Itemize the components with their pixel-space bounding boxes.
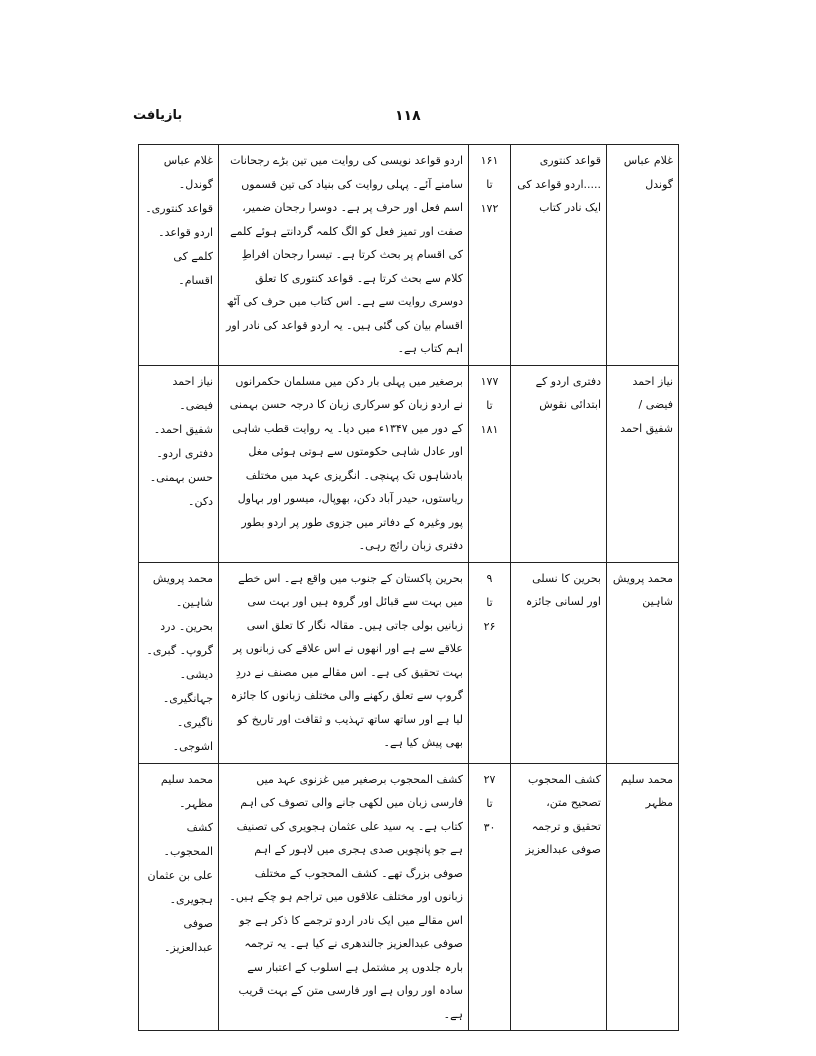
page-to: تا xyxy=(486,595,493,609)
keyword: کشف المحجوب۔ xyxy=(163,820,213,858)
page-end: ۳۰ xyxy=(483,820,496,834)
table-row xyxy=(139,145,679,366)
page-end: ۱۷۲ xyxy=(480,202,499,215)
page-start: ۲۷ xyxy=(483,772,496,786)
title-cell: قواعد کنتوری .....اردو قواعد کی ایک نادر کتاب xyxy=(511,145,607,366)
table-row xyxy=(139,562,679,763)
keyword: صوفی عبدالعزیز۔ xyxy=(163,916,213,954)
table-row xyxy=(139,763,679,1031)
author-cell: محمد سلیم مظہر xyxy=(607,763,679,1031)
table-row xyxy=(139,365,679,562)
pages-cell xyxy=(469,562,511,763)
keyword: شفیق احمد۔ xyxy=(153,422,213,436)
keyword: کلمے کی اقسام۔ xyxy=(173,250,213,287)
keyword: اردو قواعد۔ xyxy=(158,226,213,239)
title-cell: دفتری اردو کے ابتدائی نقوش xyxy=(511,365,607,562)
page-start: ۱۶۱ xyxy=(480,154,499,167)
author-cell: نیاز احمد فیضی / شفیق احمد xyxy=(607,365,679,562)
pages-cell xyxy=(469,365,511,562)
page-start: ۹ xyxy=(486,571,493,585)
page-end: ۲۶ xyxy=(483,619,496,633)
keyword: گروپ۔ گبری۔ xyxy=(146,643,213,657)
keyword: ناگیری۔ اشوجی۔ xyxy=(172,715,213,753)
page-start: ۱۷۷ xyxy=(480,374,499,388)
journal-name: بازیافت xyxy=(133,108,183,123)
article-index-table xyxy=(138,144,679,1031)
pages-cell xyxy=(469,145,511,366)
summary-cell: کشف المحجوب برصغیر میں غزنوی عہد میں فارسی زبان میں لکھی جانے والی تصوف کی اہم کتاب ہے۔ یہ سید علی عثمان ہجویری کی تصنیف ہے جو پانچویں صدی ہجری میں لاہور کے اہم صوفی بزرگ تھے۔ کشف المحجوب کے مختلف زبانوں اور مختلف علاقوں میں تراجم ہو چکے ہیں۔ اس مقالے میں ایک نادر اردو ترجمے کا ذکر ہے جو صوفی عبدالعزیز جالندھری نے کیا ہے۔ یہ ترجمہ بارہ جلدوں پر مشتمل ہے اسلوب کے اعتبار سے سادہ اور رواں ہے اور فارسی متن کے بہت قریب ہے۔ xyxy=(219,763,469,1031)
keyword: دفتری اردو۔ xyxy=(156,446,213,460)
title-cell: کشف المحجوب تصحیح متن، تحقیق و ترجمہ صوفی عبدالعزیز xyxy=(511,763,607,1031)
keywords-cell xyxy=(139,145,219,366)
keyword: دکن۔ xyxy=(188,494,213,508)
page-number: ۱۱۸ xyxy=(395,108,421,124)
keyword: حسن بہمنی۔ xyxy=(149,470,213,484)
keyword: قواعد کنتوری۔ xyxy=(145,202,213,215)
keyword: بحرین۔ درد xyxy=(160,619,213,633)
keyword: علی بن عثمان ہجویری۔ xyxy=(147,868,213,906)
keyword: دیشی۔ جہانگیری۔ xyxy=(162,667,213,705)
page-to: تا xyxy=(486,796,493,810)
summary-cell: بحرین پاکستان کے جنوب میں واقع ہے۔ اس خطے میں بہت سے قبائل اور گروہ ہیں اور بہت سی زبانیں بولی جاتی ہیں۔ مقالہ نگار کا تعلق اسی علاقے سے ہے اور انھوں نے اس علاقے کی زبانوں پر بہت تحقیق کی ہے۔ اس مقالے میں مصنف نے دردِ گروپ سے تعلق رکھنے والی مختلف زبانوں کا جائزہ لیا ہے اور ساتھ ساتھ تہذیب و ثقافت اور تاریخ کو بھی پیش کیا ہے۔ xyxy=(219,562,469,763)
author-cell: محمد پرویش شاہین xyxy=(607,562,679,763)
title-cell: بحرین کا نسلی اور لسانی جائزہ xyxy=(511,562,607,763)
keywords-cell xyxy=(139,763,219,1031)
page-end: ۱۸۱ xyxy=(480,422,499,436)
summary-cell: برصغیر میں پہلی بار دکن میں مسلمان حکمرانوں نے اردو زبان کو سرکاری زبان کا درجہ حسن بہمنی کے دور میں ۱۳۴۷ء میں دیا۔ یہ روایت قطب شاہی اور عادل شاہی حکومتوں سے ہوتی ہوئی مغل بادشاہوں تک پہنچی۔ انگریزی عہد میں مختلف ریاستوں، حیدر آباد دکن، بھوپال، میسور اور بہاول پور وغیرہ کے دفاتر میں جزوی طور پر اردو بطور دفتری زبان رائج رہی۔ xyxy=(219,365,469,562)
keywords-cell xyxy=(139,562,219,763)
keyword: محمد پرویش شاہین۔ xyxy=(152,571,213,609)
keyword: غلام عباس گوندل۔ xyxy=(163,154,213,191)
pages-cell xyxy=(469,763,511,1031)
keywords-cell xyxy=(139,365,219,562)
keyword: نیاز احمد فیضی۔ xyxy=(172,374,213,412)
author-cell: غلام عباس گوندل xyxy=(607,145,679,366)
summary-cell: اردو قواعد نویسی کی روایت میں تین بڑے رجحانات سامنے آئے۔ پہلی روایت کی بنیاد کی تین قسموں اسم فعل اور حرف پر ہے۔ دوسرا رجحان ضمیر، صفت اور تمیز فعل کو الگ کلمہ گردانتے ہوئے کلمے کی اقسام پر بحث کرتا ہے۔ تیسرا رجحان افراطِ کلام سے بحث کرتا ہے۔ قواعد کنتوری کا تعلق دوسری روایت سے ہے۔ اس کتاب میں حرف کی آٹھ اقسام بیان کی گئی ہیں۔ یہ اردو قواعد کی نادر اور اہم کتاب ہے۔ xyxy=(219,145,469,366)
page-to: تا xyxy=(486,178,493,191)
keyword: محمد سلیم مظہر۔ xyxy=(160,772,213,810)
page-to: تا xyxy=(486,398,493,412)
